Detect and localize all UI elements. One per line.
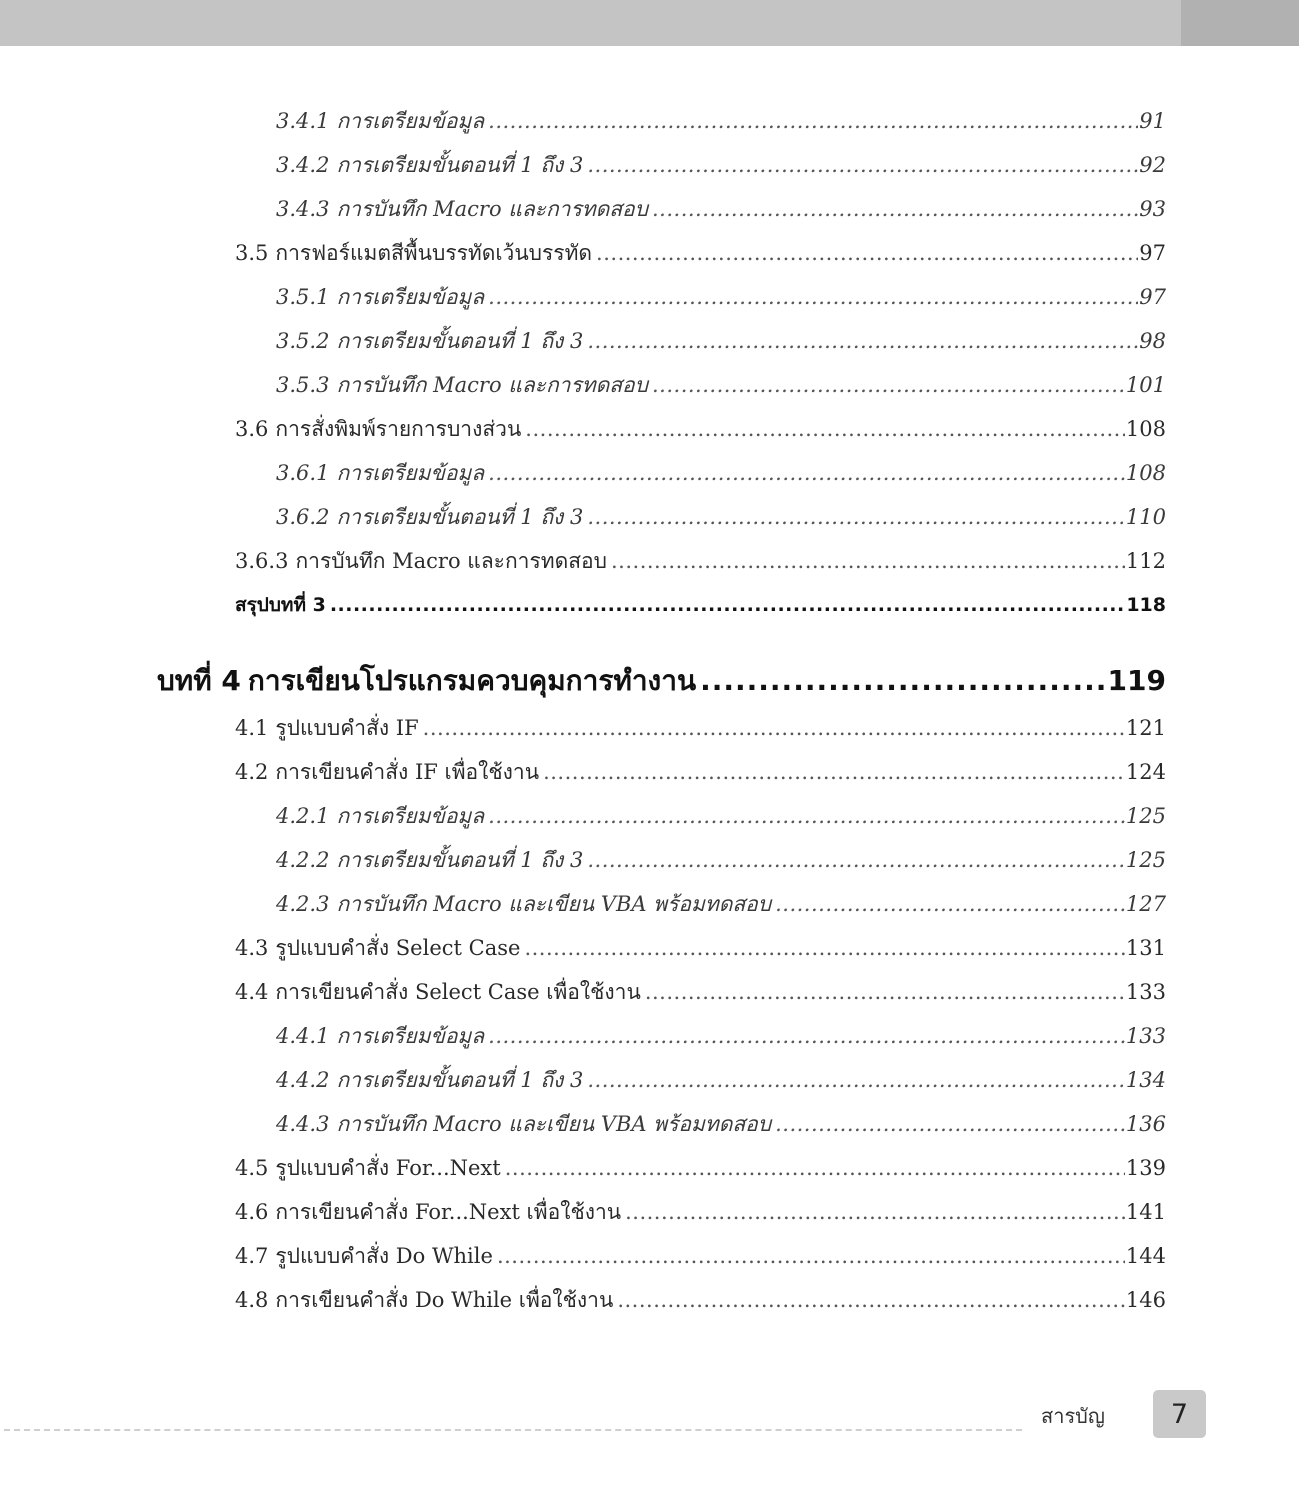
toc-number: 4.4.3 <box>276 1112 330 1136</box>
dot-leader <box>488 99 1138 143</box>
toc-page: 119 <box>1107 664 1166 697</box>
dot-leader <box>652 363 1125 407</box>
toc-row <box>276 1058 1166 1102</box>
toc-title: รูปแบบคำสั่ง Select Case <box>275 936 521 960</box>
toc-row <box>235 407 1166 451</box>
dot-leader <box>617 1278 1125 1322</box>
toc-page: 93 <box>1139 197 1166 221</box>
toc-row <box>235 539 1166 583</box>
page-number-badge: 7 <box>1153 1390 1206 1438</box>
toc-page: 110 <box>1125 505 1166 529</box>
toc-number: 3.5 <box>235 241 269 265</box>
toc-number: 4.3 <box>235 936 269 960</box>
toc-title: การเขียนคำสั่ง For...Next เพื่อใช้งาน <box>275 1200 622 1224</box>
toc-page: 124 <box>1125 760 1166 784</box>
toc-title: การบันทึก Macro และการทดสอบ <box>336 373 648 397</box>
toc-row <box>276 838 1166 882</box>
toc-title: การเตรียมขั้นตอนที่ 1 ถึง 3 <box>336 1068 584 1092</box>
toc-number: 4.4.2 <box>276 1068 330 1092</box>
toc-title: การเขียนคำสั่ง IF เพื่อใช้งาน <box>275 760 540 784</box>
toc-row <box>276 99 1166 143</box>
header-band <box>0 0 1299 46</box>
dot-leader <box>652 187 1138 231</box>
toc-row <box>235 706 1166 750</box>
toc-page: 133 <box>1125 980 1166 1004</box>
toc-page: 136 <box>1125 1112 1166 1136</box>
dot-leader <box>505 1146 1125 1190</box>
toc-number: 3.6 <box>235 417 269 441</box>
toc-row <box>235 1278 1166 1322</box>
toc-title: การเตรียมขั้นตอนที่ 1 ถึง 3 <box>336 848 584 872</box>
toc-page: 97 <box>1139 241 1166 265</box>
toc-title: การบันทึก Macro และการทดสอบ <box>336 197 648 221</box>
toc-number: 4.4.1 <box>276 1024 330 1048</box>
dot-leader <box>587 319 1138 363</box>
toc-number: 4.8 <box>235 1288 269 1312</box>
toc-summary-row <box>235 583 1166 627</box>
toc-page: 101 <box>1125 373 1166 397</box>
toc-row <box>235 1146 1166 1190</box>
toc-title: สรุปบทที่ 3 <box>235 594 326 616</box>
dot-leader <box>525 407 1125 451</box>
toc-page: 97 <box>1139 285 1166 309</box>
dot-leader <box>488 275 1138 319</box>
toc-row <box>276 143 1166 187</box>
toc-title: รูปแบบคำสั่ง Do While <box>275 1244 493 1268</box>
toc-row <box>276 495 1166 539</box>
dot-leader <box>497 1234 1125 1278</box>
dot-leader <box>524 926 1124 970</box>
toc-number: 3.5.1 <box>276 285 330 309</box>
toc-page: 144 <box>1125 1244 1166 1268</box>
toc-page: 125 <box>1125 804 1166 828</box>
toc-title: การสั่งพิมพ์รายการบางส่วน <box>275 417 522 441</box>
toc-number: 3.6.1 <box>276 461 330 485</box>
toc-row <box>235 1234 1166 1278</box>
toc-title: การเขียนคำสั่ง Do While เพื่อใช้งาน <box>275 1288 614 1312</box>
footer-divider <box>4 1429 1022 1431</box>
toc-row <box>276 1014 1166 1058</box>
toc-title: การเตรียมข้อมูล <box>336 804 485 828</box>
toc-page: 131 <box>1125 936 1166 960</box>
toc-title: การเตรียมขั้นตอนที่ 1 ถึง 3 <box>336 153 584 177</box>
dot-leader <box>423 706 1125 750</box>
toc-page: 139 <box>1125 1156 1166 1180</box>
chapter-title: การเขียนโปรแกรมควบคุมการทำงาน <box>247 664 697 697</box>
dot-leader <box>587 838 1125 882</box>
toc-page: 146 <box>1125 1288 1166 1312</box>
toc-page: 134 <box>1125 1068 1166 1092</box>
toc-row <box>276 319 1166 363</box>
dot-leader <box>488 794 1125 838</box>
dot-leader <box>645 970 1125 1014</box>
toc-page: 121 <box>1125 716 1166 740</box>
toc-title: การเตรียมข้อมูล <box>336 461 485 485</box>
toc-page: 112 <box>1125 549 1166 573</box>
toc-number: 4.2.3 <box>276 892 330 916</box>
toc-title: การบันทึก Macro และเขียน VBA พร้อมทดสอบ <box>336 892 772 916</box>
toc-number: 4.2 <box>235 760 269 784</box>
toc-title: การบันทึก Macro และการทดสอบ <box>295 549 607 573</box>
toc-row <box>235 750 1166 794</box>
toc-title: รูปแบบคำสั่ง For...Next <box>275 1156 501 1180</box>
dot-leader <box>587 1058 1125 1102</box>
toc-chapter-row <box>157 653 1166 709</box>
toc-title: การเตรียมขั้นตอนที่ 1 ถึง 3 <box>336 329 584 353</box>
toc-row <box>235 231 1166 275</box>
dot-leader <box>330 583 1126 627</box>
dot-leader <box>611 539 1125 583</box>
toc-page: 141 <box>1125 1200 1166 1224</box>
dot-leader <box>488 451 1125 495</box>
toc-row <box>276 882 1166 926</box>
toc-title: การเตรียมข้อมูล <box>336 109 485 133</box>
dot-leader <box>587 143 1138 187</box>
toc-row <box>276 363 1166 407</box>
toc-number: 3.5.2 <box>276 329 330 353</box>
toc-number: 3.5.3 <box>276 373 330 397</box>
toc-page: 133 <box>1125 1024 1166 1048</box>
toc-number: 4.4 <box>235 980 269 1004</box>
toc-title: รูปแบบคำสั่ง IF <box>275 716 419 740</box>
toc-number: 3.6.3 <box>235 549 289 573</box>
toc-title: การเตรียมข้อมูล <box>336 285 485 309</box>
toc-number: 4.2.2 <box>276 848 330 872</box>
toc-row <box>276 1102 1166 1146</box>
toc-row <box>276 794 1166 838</box>
toc-row <box>276 451 1166 495</box>
toc-title: การเตรียมขั้นตอนที่ 1 ถึง 3 <box>336 505 584 529</box>
toc-page: 108 <box>1125 461 1166 485</box>
toc-title: การฟอร์แมตสีพื้นบรรทัดเว้นบรรทัด <box>275 241 593 265</box>
toc-page: 92 <box>1139 153 1166 177</box>
toc-number: 4.1 <box>235 716 269 740</box>
toc-row <box>276 275 1166 319</box>
chapter-number: บทที่ 4 <box>157 664 241 697</box>
dot-leader <box>700 653 1106 709</box>
dot-leader <box>488 1014 1125 1058</box>
dot-leader <box>775 1102 1125 1146</box>
toc-number: 4.2.1 <box>276 804 330 828</box>
toc-number: 3.4.1 <box>276 109 330 133</box>
dot-leader <box>587 495 1125 539</box>
toc-row <box>235 970 1166 1014</box>
toc-number: 4.5 <box>235 1156 269 1180</box>
toc-number: 3.4.3 <box>276 197 330 221</box>
toc-page: 91 <box>1139 109 1166 133</box>
toc-page: 125 <box>1125 848 1166 872</box>
toc-number: 3.6.2 <box>276 505 330 529</box>
toc-row <box>235 926 1166 970</box>
toc-number: 3.4.2 <box>276 153 330 177</box>
toc-row <box>276 187 1166 231</box>
toc-page: 98 <box>1139 329 1166 353</box>
dot-leader <box>543 750 1125 794</box>
dot-leader <box>625 1190 1125 1234</box>
toc-page: 127 <box>1125 892 1166 916</box>
toc-title: การบันทึก Macro และเขียน VBA พร้อมทดสอบ <box>336 1112 772 1136</box>
dot-leader <box>596 231 1138 275</box>
toc-page: 108 <box>1125 417 1166 441</box>
footer-section-label: สารบัญ <box>1041 1404 1105 1428</box>
toc-title: การเขียนคำสั่ง Select Case เพื่อใช้งาน <box>275 980 641 1004</box>
toc-row <box>235 1190 1166 1234</box>
toc-number: 4.6 <box>235 1200 269 1224</box>
header-band-tab <box>1181 0 1299 46</box>
toc-page: 118 <box>1126 594 1166 616</box>
toc-title: การเตรียมข้อมูล <box>336 1024 485 1048</box>
toc-number: 4.7 <box>235 1244 269 1268</box>
dot-leader <box>775 882 1125 926</box>
